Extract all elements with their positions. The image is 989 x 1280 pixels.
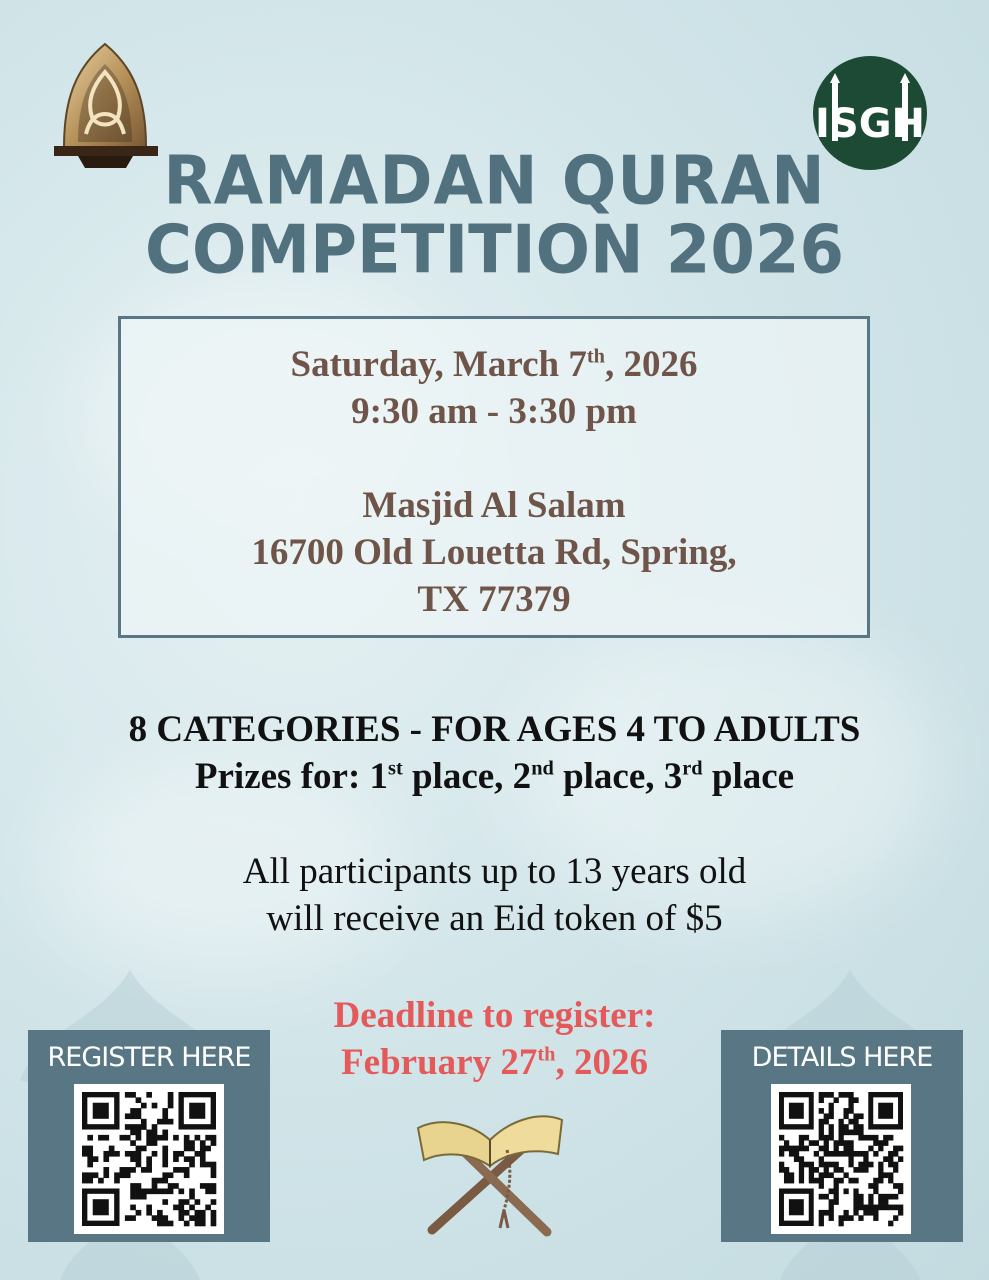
- prizes-sup: nd: [531, 757, 554, 780]
- prizes-part: Prizes for: 1: [194, 756, 389, 797]
- event-time: 9:30 am - 3:30 pm: [351, 391, 637, 432]
- event-address-line-2: TX 77379: [417, 579, 571, 620]
- details-qr-panel[interactable]: [721, 1030, 963, 1242]
- event-info-box: [118, 316, 870, 638]
- details-qr-code-icon[interactable]: [771, 1084, 911, 1234]
- prizes-sup: rd: [682, 757, 703, 780]
- deadline-label: Deadline to register:: [333, 995, 656, 1036]
- event-date-year: , 2026: [604, 344, 698, 385]
- event-date-suffix: th: [586, 345, 605, 368]
- spacer: [121, 435, 867, 482]
- prizes-text: [0, 753, 989, 800]
- register-label: REGISTER HERE: [47, 1042, 251, 1073]
- participants-line-2: will receive an Eid token of $5: [266, 898, 723, 939]
- prizes-part: place: [702, 756, 795, 797]
- categories-text: 8 CATEGORIES - FOR AGES 4 TO ADULTS: [128, 709, 861, 750]
- title-line-2: COMPETITION 2026: [145, 211, 844, 290]
- prizes-part: place, 3: [553, 756, 683, 797]
- categories-section: [0, 706, 989, 800]
- participants-section: [0, 848, 989, 942]
- event-venue: Masjid Al Salam: [362, 485, 626, 526]
- details-label: DETAILS HERE: [751, 1042, 933, 1073]
- isgh-logo-text: ISGH: [815, 101, 925, 147]
- title-line-1: RAMADAN QURAN: [163, 142, 826, 221]
- deadline-date-suffix: th: [537, 1043, 556, 1066]
- register-qr-panel[interactable]: [28, 1030, 270, 1242]
- participants-line-1: All participants up to 13 years old: [242, 851, 747, 892]
- prizes-part: place, 2: [402, 756, 532, 797]
- event-date: [121, 341, 867, 388]
- event-address-line-1: 16700 Old Louetta Rd, Spring,: [251, 532, 737, 573]
- quran-stand-icon: [412, 1110, 570, 1240]
- deadline-date-year: , 2026: [555, 1042, 648, 1083]
- deadline-date-text: February 27: [341, 1042, 538, 1083]
- prizes-sup: st: [388, 757, 403, 780]
- event-date-text: Saturday, March 7: [290, 344, 587, 385]
- register-qr-code-icon[interactable]: [74, 1084, 224, 1234]
- page-title: [0, 142, 989, 290]
